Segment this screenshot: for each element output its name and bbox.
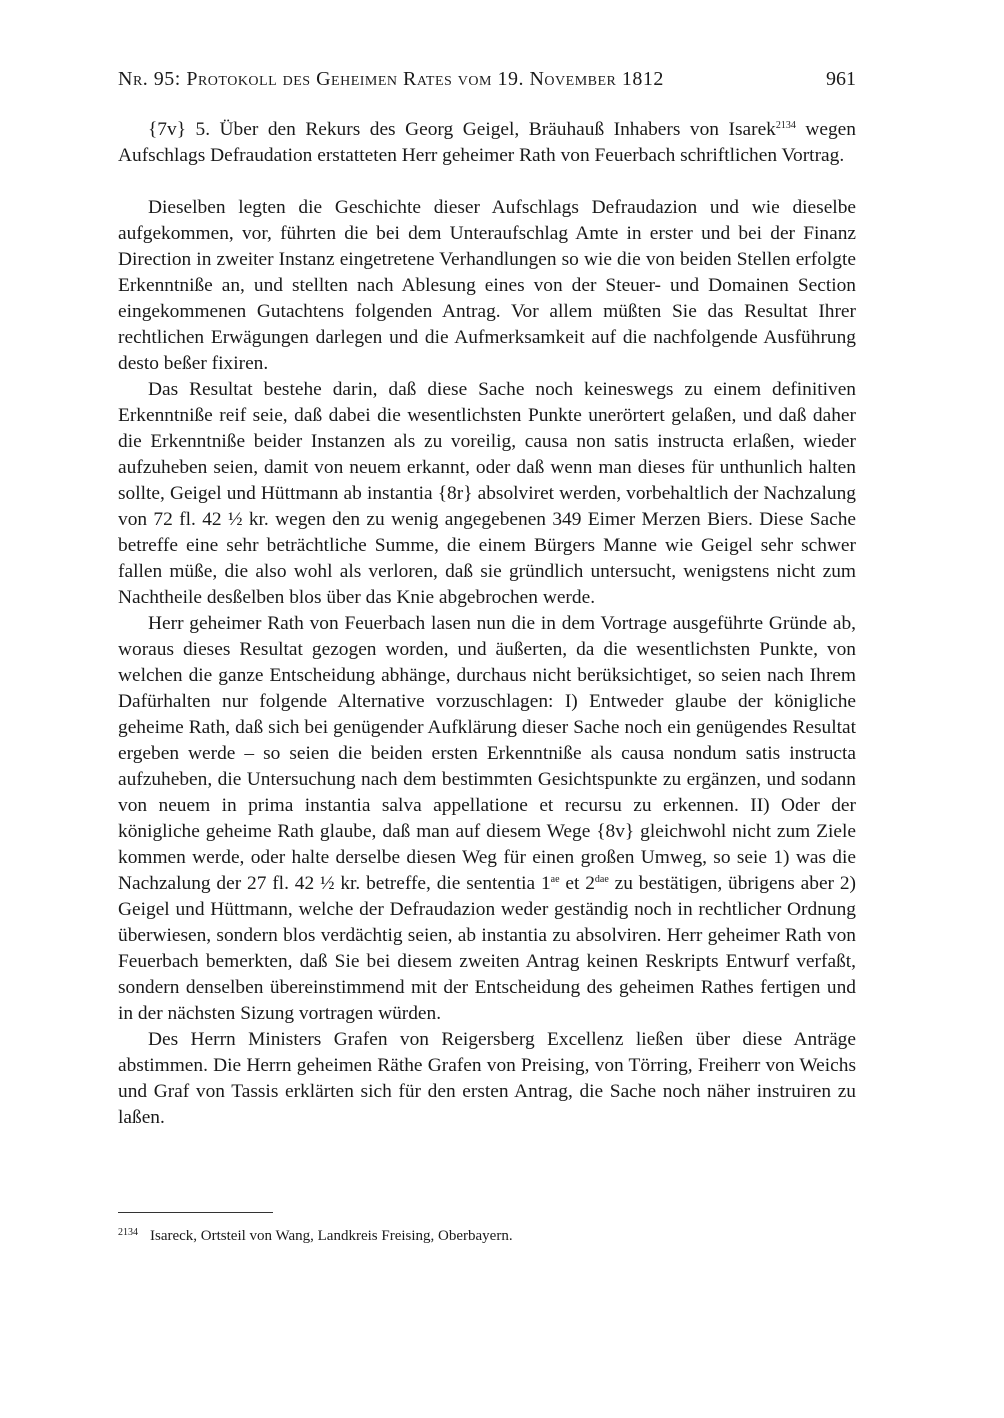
paragraph-3: Das Resultat bestehe darin, daß diese Sache noch keineswegs zu einem definitiven Erkenntniße reif seie, daß dabei die wesentlichsten Punkte unerörtert gelaßen, und daß daher die Erkenntniße beider Instanzen als zu voreilig, causa non satis instructa erlaßen, wieder aufzuheben seien, damit von neuem erkannt, oder daß wenn man dieses für unthunlich halten sollte, Geigel und Hüttmann ab instantia {8r} absolviret werden, vorbehaltlich der Nachzalung von 72 fl. 42 ½ kr. wegen den zu wenig angegebenen 349 Eimer Merzen Biers. Diese Sache betreffe eine sehr beträchtliche Summe, die einem Bürgers Manne wie Geigel sehr schwer fallen müße, die also wohl als verloren, daß sie gründlich untersucht, wenigstens nicht zum Nachtheile desßelben blos über das Knie abgebrochen werde. [118, 379, 856, 608]
footnote-ref: 2134 [775, 120, 796, 131]
paragraph-1 [118, 117, 856, 169]
paragraph-4-text-mid: et 2 [559, 873, 595, 894]
main-text [118, 117, 856, 1131]
superscript-ae: ae [550, 874, 560, 885]
page-number: 961 [826, 68, 856, 90]
paragraph-1-text-cont: wegen Aufschlags Defraudation erstatteten Herr geheimer Rath von Feuerbach schriftlichen Vortrag. [118, 119, 856, 166]
paragraph-4-text-cont: zu bestätigen, übrigens aber 2) Geigel und Hüttmann, welche der Defraudazion weder geständig noch in rechtlicher Ordnung überwiesen, sondern blos verdächtig seien, ab instantia zu absolviren. Herr geheimer Rath von Feuerbach bemerkten, daß Sie bei diesem zweiten Antrag keinen Reskripts Entwurf verfaßt, sondern denselben übereinstimmend mit der Entscheidung des geheimen Rathes fertigen und in der nächsten Sizung vortragen würden. [118, 873, 856, 1024]
footnote-text: Isareck, Ortsteil von Wang, Landkreis Freising, Oberbayern. [150, 1228, 513, 1244]
footnote-number: 2134 [118, 1227, 138, 1238]
header-title: Nr. 95: Protokoll des Geheimen Rates vom 19. November 1812 [118, 68, 664, 90]
running-header [118, 64, 856, 94]
paragraph-4 [118, 611, 856, 1027]
paragraph-2: Dieselben legten die Geschichte dieser Aufschlags Defraudazion und wie dieselbe aufgekommen, vor, führten die bei dem Unteraufschlag Amte in erster und bei der Finanz Direction in zweiter Instanz eingetretene Verhandlungen so wie die von beiden Stellen erfolgte Erkenntniße an, und stellten nach Ablesung eines von der Steuer- und Domainen Section eingekommenen Gutachtens folgenden Antrag. Vor allem müßten Sie das Resultat Ihrer rechtlichen Erwägungen darlegen und die Aufmerksamkeit auf die nachfolgende Ausführung desto beßer fixiren. [118, 197, 856, 374]
paragraph-1-text: {7v} 5. Über den Rekurs des Georg Geigel, Bräuhauß Inhabers von Isarek [148, 119, 776, 140]
footnote [118, 1222, 856, 1247]
footnote-divider [118, 1212, 273, 1213]
paragraph-4-text: Herr geheimer Rath von Feuerbach lasen nun die in dem Vortrage ausgeführte Gründe ab, woraus dieses Resultat gezogen worden, und äußerten, da die wesentlichsten Punkte, von welchen die ganze Entscheidung abhänge, durchaus nicht berüksichtiget, so seien nach Ihrem Dafürhalten nur folgende Alternative vorzuschlagen: I) Entweder glaube der königliche geheime Rath, daß sich bei genügender Aufklärung dieser Sache noch ein genügendes Resultat ergeben werde – so seien die beiden ersten Erkenntniße als causa nondum satis instructa aufzuheben, die Untersuchung nach dem bestimmten Gesichtspunkte zu ergänzen, und sodann von neuem in prima instantia salva appellatione et recursu zu erkennen. II) Oder der königliche geheime Rath glaube, daß man auf diesem Wege {8v} gleichwohl nicht zum Ziele kommen werde, oder halte derselbe diesen Weg für einen großen Umweg, so seie 1) was die Nachzalung der 27 fl. 42 ½ kr. betreffe, die sententia 1 [118, 613, 856, 894]
superscript-dae: dae [594, 874, 609, 885]
paragraph-5: Des Herrn Ministers Grafen von Reigersberg Excellenz ließen über diese Anträge abstimmen. Die Herrn geheimen Räthe Grafen von Preising, von Törring, Freiherr von Weichs und Graf von Tassis erklärten sich für den ersten Antrag, die Sache noch näher instruiren zu laßen. [118, 1029, 856, 1128]
